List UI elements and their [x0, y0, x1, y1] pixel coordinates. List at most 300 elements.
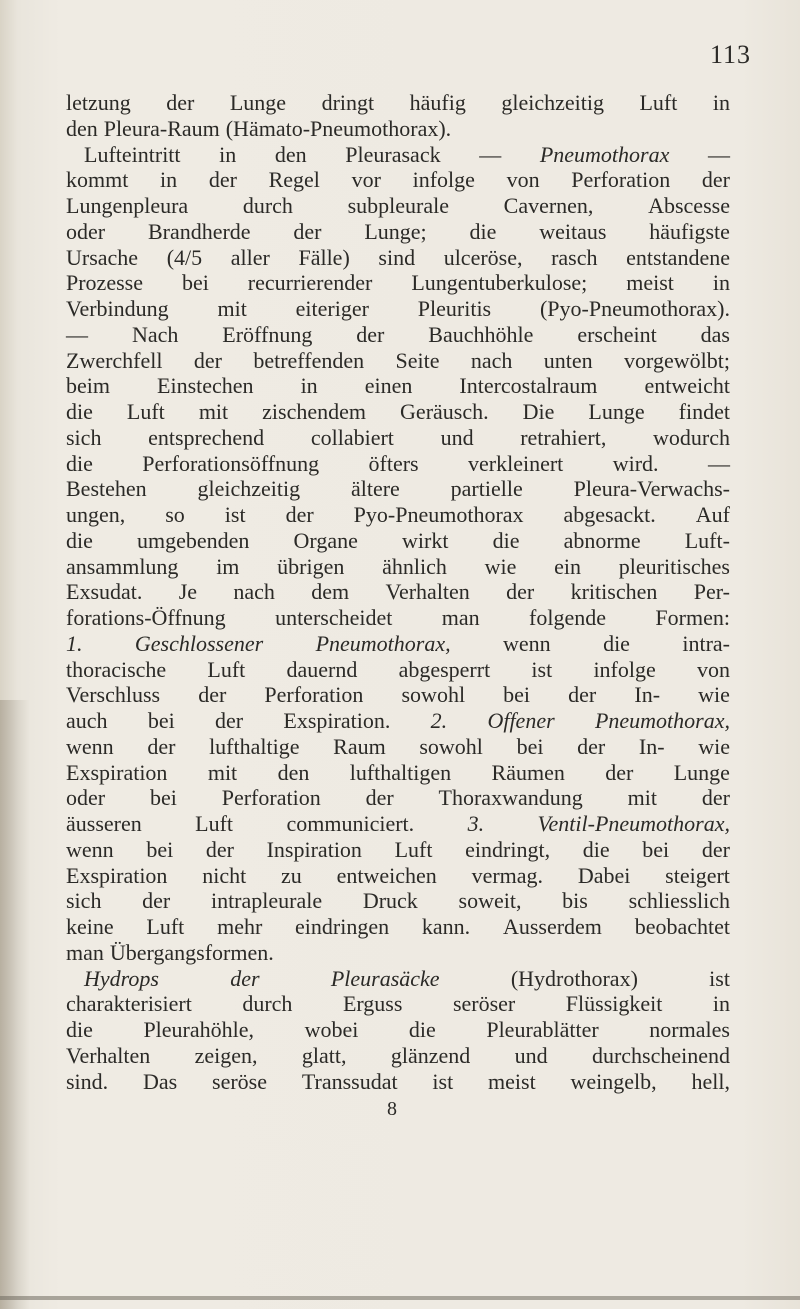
word: die: [582, 836, 610, 862]
word: durch: [242, 193, 293, 218]
word: intra-: [682, 630, 730, 656]
word: die: [66, 1017, 93, 1042]
page-bottom-edge: [0, 1296, 800, 1300]
word: durch: [242, 991, 293, 1017]
text-line: [66, 116, 730, 142]
word: Je: [178, 579, 198, 605]
word: Verschluss: [66, 682, 161, 708]
text-line: [66, 1069, 730, 1095]
word: der: [568, 682, 597, 708]
word: rasch: [551, 244, 598, 270]
word: wenn: [503, 630, 551, 656]
word: öfters: [368, 450, 419, 476]
word: sich: [66, 424, 102, 450]
word: ältere: [350, 476, 400, 502]
word: in: [219, 141, 237, 167]
word: Lungentuberkulose;: [411, 270, 588, 296]
word: Exsudat.: [66, 579, 143, 605]
word: Thoraxwandung: [438, 785, 583, 811]
word: in: [712, 90, 730, 115]
word: Nach: [131, 321, 179, 347]
word: und: [514, 1042, 548, 1068]
text-line: [66, 760, 730, 786]
word: Pleuritis: [417, 296, 492, 321]
word: den: [66, 115, 98, 141]
word: schliesslich: [628, 888, 730, 914]
word: wirkt: [402, 527, 449, 553]
word: eindringt,: [465, 836, 551, 862]
word: keine: [66, 914, 114, 939]
text-line: [66, 528, 730, 554]
word: 3.: [467, 811, 485, 836]
text-line: [66, 657, 730, 683]
word: Die: [522, 399, 555, 424]
text-line: [66, 605, 730, 631]
text-line: [66, 1043, 730, 1069]
word: der: [577, 733, 606, 759]
word: Pneumothorax: [539, 141, 670, 167]
word: hell,: [691, 1068, 730, 1094]
word: die: [408, 1017, 436, 1042]
word: (Hydrothorax): [510, 965, 638, 991]
word: abnorme: [563, 527, 641, 553]
word: Geräusch.: [400, 399, 489, 424]
word: intrapleurale: [210, 888, 323, 914]
page-edge-shadow: [0, 700, 30, 1309]
word: letzung: [66, 90, 131, 115]
word: seröser: [452, 991, 516, 1017]
word: gleichzeitig: [197, 476, 301, 502]
word: Pleurasack: [345, 141, 441, 167]
word: entstandene: [626, 244, 730, 270]
word: erscheint: [577, 321, 657, 347]
word: Einstechen: [157, 373, 254, 399]
word: (4/5: [166, 244, 203, 270]
word: ungen,: [66, 502, 126, 527]
word: Intercostalraum: [459, 373, 598, 399]
word: Pleurasäcke: [330, 965, 440, 991]
word: vermag.: [471, 862, 544, 888]
word: äusseren: [66, 811, 142, 836]
word: partielle: [450, 476, 523, 502]
text-line: [66, 682, 730, 708]
word: —: [708, 141, 730, 167]
word: findet: [678, 399, 730, 424]
text-line: [66, 863, 730, 889]
text-line: [66, 348, 730, 374]
word: infolge: [412, 167, 475, 193]
word: ist: [531, 656, 553, 682]
word: Verhalten: [385, 579, 470, 605]
word: das: [700, 321, 730, 347]
word: Perforation: [221, 785, 321, 811]
word: Cavernen,: [503, 193, 594, 218]
word: weitaus: [539, 218, 607, 244]
word: oder: [66, 218, 106, 244]
word: der: [205, 836, 234, 862]
word: Exspiration.: [283, 708, 391, 733]
word: man: [66, 939, 104, 965]
word: Transsudat: [301, 1068, 398, 1094]
page-number: 113: [710, 40, 752, 69]
word: Pleura-Raum: [103, 115, 220, 141]
word: glänzend: [390, 1042, 471, 1068]
word: thoracische: [66, 656, 167, 682]
word: in: [712, 270, 730, 296]
word: Lungenpleura: [66, 193, 189, 218]
word: glatt,: [301, 1042, 347, 1068]
word: —: [66, 321, 88, 347]
word: der: [701, 167, 730, 193]
word: mit: [207, 759, 238, 785]
word: die: [603, 630, 630, 656]
text-line: [66, 167, 730, 193]
word: lufthaltigen: [349, 759, 452, 785]
word: bei: [181, 270, 209, 296]
word: abgesackt.: [563, 502, 656, 527]
word: normales: [649, 1017, 730, 1042]
text-line: [66, 940, 730, 966]
word: bei: [149, 785, 177, 811]
word: Pyo-Pneumothorax: [353, 502, 524, 527]
word: Bestehen: [66, 476, 147, 502]
word: Pleurahöhle,: [143, 1017, 255, 1042]
text-line: [66, 142, 730, 168]
word: sind.: [66, 1068, 109, 1094]
word: Räumen: [491, 759, 565, 785]
word: Lunge: [673, 759, 730, 785]
text-line: [66, 708, 730, 734]
text-line: [66, 399, 730, 425]
text-line: [66, 991, 730, 1017]
word: Organe: [293, 527, 358, 553]
text-line: [66, 296, 730, 322]
text-line: [66, 1017, 730, 1043]
word: wobei: [304, 1017, 359, 1042]
word: mit: [217, 296, 247, 321]
word: der: [356, 321, 385, 347]
word: Luft: [195, 811, 234, 836]
word: dem: [311, 579, 350, 605]
word: die: [66, 450, 93, 476]
word: Verhalten: [66, 1042, 151, 1068]
word: recurrierender: [247, 270, 373, 296]
word: übrigen: [277, 553, 345, 579]
word: kann.: [421, 914, 471, 939]
word: ähnlich: [382, 553, 447, 579]
word: Lunge;: [364, 218, 427, 244]
word: abgesperrt: [398, 656, 491, 682]
word: Erguss: [342, 991, 403, 1017]
text-line: [66, 219, 730, 245]
word: der: [605, 759, 634, 785]
text-line: [66, 322, 730, 348]
text-line: [66, 888, 730, 914]
word: man: [441, 605, 480, 630]
word: charakterisiert: [66, 991, 192, 1017]
word: der: [293, 218, 322, 244]
word: Flüssigkeit: [565, 991, 663, 1017]
word: Verbindung: [66, 296, 169, 321]
word: ist: [224, 502, 246, 527]
word: Pleura-Verwachs-: [573, 476, 730, 502]
word: lufthaltige: [209, 733, 300, 759]
text-line: [66, 579, 730, 605]
word: der: [506, 579, 535, 605]
word: Raum: [333, 733, 386, 759]
word: Luft: [639, 90, 678, 115]
word: Luft: [394, 836, 433, 862]
word: nicht: [202, 862, 247, 888]
word: Exspiration: [66, 862, 168, 888]
word: ulceröse,: [443, 244, 523, 270]
word: Perforationsöffnung: [142, 450, 320, 476]
word: dauernd: [286, 656, 358, 682]
word: sowohl: [419, 733, 483, 759]
word: der: [701, 785, 730, 811]
word: in: [712, 991, 730, 1017]
word: soweit,: [458, 888, 522, 914]
word: nach: [470, 347, 513, 373]
word: Formen:: [655, 605, 730, 630]
word: die: [492, 527, 520, 553]
word: Pleurablätter: [486, 1017, 599, 1042]
word: Offener: [487, 708, 555, 733]
word: Perforation: [571, 167, 671, 193]
word: Prozesse: [66, 270, 143, 296]
text-line: [66, 373, 730, 399]
word: Ursache: [66, 244, 139, 270]
word: beobachtet: [634, 914, 730, 939]
text-line: [66, 245, 730, 271]
word: der: [193, 347, 222, 373]
text-line: [66, 631, 730, 657]
word: zu: [281, 862, 302, 888]
word: 1.: [66, 630, 83, 656]
word: der: [365, 785, 394, 811]
word: gleichzeitig: [501, 90, 604, 115]
word: steigert: [665, 862, 730, 888]
text-line: [66, 837, 730, 863]
text-line: [66, 785, 730, 811]
word: der: [208, 167, 237, 193]
word: so: [165, 502, 185, 527]
word: und: [440, 424, 474, 450]
word: Brandherde: [147, 218, 251, 244]
word: wird.: [612, 450, 659, 476]
word: In-: [634, 682, 661, 708]
word: der: [147, 733, 176, 759]
word: meist: [626, 270, 674, 296]
word: in: [160, 167, 178, 193]
word: Luft-: [684, 527, 730, 553]
word: retrahiert,: [520, 424, 607, 450]
word: Perforation: [264, 682, 364, 708]
text-line: [66, 811, 730, 837]
word: nach: [233, 579, 275, 605]
word: wie: [698, 733, 730, 759]
word: durchscheinend: [591, 1042, 730, 1068]
word: ein: [554, 553, 582, 579]
word: Per-: [693, 579, 730, 605]
word: Exspiration: [66, 759, 168, 785]
word: wie: [484, 553, 517, 579]
word: Luft: [146, 914, 185, 939]
word: eindringen: [295, 914, 390, 939]
word: zischendem: [262, 399, 367, 424]
text-line: [66, 193, 730, 219]
word: Zwerchfell: [66, 347, 163, 373]
word: wenn: [66, 836, 114, 862]
text-line: [66, 502, 730, 528]
word: der: [166, 90, 195, 115]
word: bei: [147, 708, 175, 733]
word: Ausserdem: [502, 914, 602, 939]
word: seröse: [212, 1068, 268, 1094]
word: forations-Öffnung: [66, 605, 226, 630]
word: wenn: [66, 733, 114, 759]
text-line: [66, 914, 730, 940]
word: meist: [488, 1068, 536, 1094]
word: die: [66, 399, 93, 424]
word: verkleinert: [468, 450, 564, 476]
word: sowohl: [401, 682, 466, 708]
word: aller: [230, 244, 270, 270]
word: 2.: [430, 708, 448, 733]
word: Das: [143, 1068, 178, 1094]
word: zeigen,: [194, 1042, 258, 1068]
word: der: [230, 965, 260, 991]
word: einen: [364, 373, 413, 399]
word: von: [506, 167, 540, 193]
word: die: [469, 218, 497, 244]
word: im: [216, 553, 240, 579]
word: Übergangsformen.: [109, 939, 274, 965]
text-line: [66, 90, 730, 116]
word: ist: [432, 1068, 454, 1094]
word: Seite: [395, 347, 440, 373]
text-line: [66, 451, 730, 477]
text-line: [66, 734, 730, 760]
word: der: [215, 708, 244, 733]
word: weingelb,: [570, 1068, 657, 1094]
word: Ventil-Pneumothorax,: [537, 811, 730, 836]
word: Abscesse: [648, 193, 730, 218]
word: von: [696, 656, 730, 682]
word: Druck: [362, 888, 418, 914]
word: Hydrops: [84, 965, 159, 991]
text-line: [66, 270, 730, 296]
word: den: [274, 141, 307, 167]
word: dringt: [321, 90, 375, 115]
word: bei: [516, 733, 544, 759]
word: oder: [66, 785, 106, 811]
word: Luft: [126, 399, 165, 424]
word: —: [479, 141, 502, 167]
word: infolge: [593, 656, 656, 682]
word: der: [285, 502, 314, 527]
word: Auf: [695, 502, 730, 527]
word: sind: [378, 244, 416, 270]
word: kritischen: [570, 579, 658, 605]
word: folgende: [529, 605, 606, 630]
word: mit: [627, 785, 657, 811]
text-line: [66, 425, 730, 451]
word: wie: [698, 682, 730, 708]
word: sich: [66, 888, 102, 914]
word: unterscheidet: [275, 605, 393, 630]
word: Inspiration: [266, 836, 362, 862]
word: der: [701, 836, 730, 862]
word: unten: [543, 347, 593, 373]
word: collabiert: [310, 424, 394, 450]
word: kommt: [66, 167, 129, 193]
word: betreffenden: [253, 347, 365, 373]
word: bei: [146, 836, 174, 862]
word: Bauchhöhle: [428, 321, 534, 347]
word: entsprechend: [148, 424, 265, 450]
word: Fälle): [298, 244, 350, 270]
word: pleuritisches: [618, 553, 730, 579]
word: In-: [638, 733, 665, 759]
word: umgebenden: [137, 527, 250, 553]
word: entweicht: [644, 373, 730, 399]
word: Lunge: [588, 399, 645, 424]
word: vor: [351, 167, 381, 193]
word: Lufteintritt: [84, 141, 181, 167]
word: der: [198, 682, 227, 708]
word: wodurch: [652, 424, 730, 450]
word: mehr: [217, 914, 263, 939]
word: den: [277, 759, 310, 785]
word: vorgewölbt;: [624, 347, 730, 373]
word: die: [66, 527, 93, 553]
word: ist: [709, 965, 730, 991]
text-line: [66, 554, 730, 580]
word: mit: [198, 399, 229, 424]
word: häufigste: [649, 218, 730, 244]
word: Pneumothorax,: [594, 708, 730, 733]
word: Pneumothorax,: [315, 630, 451, 656]
word: Regel: [268, 167, 320, 193]
text-line: [66, 966, 730, 992]
word: bei: [642, 836, 670, 862]
word: auch: [66, 708, 108, 733]
word: der: [142, 888, 171, 914]
word: bis: [562, 888, 588, 914]
word: Luft: [207, 656, 246, 682]
word: beim: [66, 373, 110, 399]
word: subpleurale: [347, 193, 449, 218]
body-text: [66, 90, 730, 1094]
text-line: [66, 476, 730, 502]
word: bei: [503, 682, 531, 708]
word: Eröffnung: [222, 321, 313, 347]
signature-mark: 8: [387, 1098, 397, 1121]
word: Dabei: [577, 862, 631, 888]
word: eiteriger: [295, 296, 369, 321]
word: entweichen: [336, 862, 437, 888]
word: in: [300, 373, 318, 399]
word: Lunge: [229, 90, 287, 115]
word: ansammlung: [66, 553, 179, 579]
word: —: [707, 450, 730, 476]
word: (Hämato-Pneumothorax).: [225, 115, 452, 141]
word: Geschlossener: [134, 630, 264, 656]
word: (Pyo-Pneumothorax).: [539, 296, 730, 321]
word: häufig: [409, 90, 466, 115]
word: communiciert.: [286, 811, 415, 836]
